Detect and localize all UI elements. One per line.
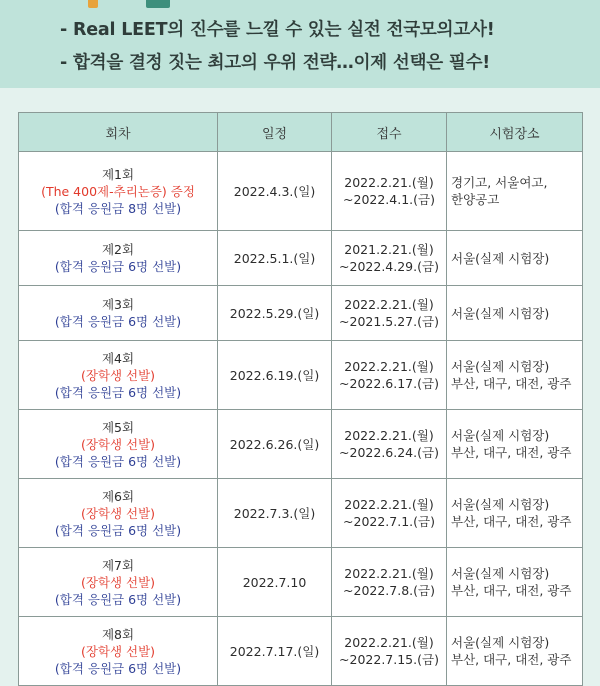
round-cell [19,617,218,686]
round-prize: (합격 응원금 6명 선발) [54,384,182,400]
round-name: 제1회 [101,166,135,182]
registration-cell [332,410,447,479]
registration-start: 2022.2.21.(월) [344,175,434,190]
date-cell: 2022.7.17.(일) [218,617,332,686]
registration-end: ~2022.6.17.(금) [339,376,439,391]
location-cell [447,548,583,617]
location-line-2: 부산, 대구, 대전, 광주 [451,514,572,529]
location-cell [447,479,583,548]
date-cell: 2022.7.10 [218,548,332,617]
date-cell: 2022.6.26.(일) [218,410,332,479]
date-cell: 2022.5.1.(일) [218,231,332,286]
registration-cell [332,286,447,341]
registration-end: ~2022.7.15.(금) [339,652,439,667]
round-name: 제7회 [101,557,135,573]
location-line-1: 서울(실제 시험장) [451,428,550,443]
table-row [19,341,583,410]
registration-cell [332,617,447,686]
round-note: (장학생 선발) [80,574,156,590]
header-date: 일정 [218,113,332,152]
top-decoration [88,0,178,8]
round-prize: (합격 응원금 8명 선발) [54,200,182,216]
registration-start: 2022.2.21.(월) [344,497,434,512]
registration-end: ~2022.7.8.(금) [343,583,435,598]
table-row [19,479,583,548]
registration-start: 2021.2.21.(월) [344,242,434,257]
location-cell [447,617,583,686]
location-line-2: 한양공고 [451,192,500,207]
round-name: 제8회 [101,626,135,642]
banner-line-1: - Real LEET의 진수를 느낄 수 있는 실전 전국모의고사! [60,20,495,40]
round-cell [19,479,218,548]
decoration-tab-orange [88,0,98,8]
header-round: 회차 [19,113,218,152]
table-row [19,231,583,286]
registration-end: ~2021.5.27.(금) [339,314,439,329]
round-name: 제2회 [101,242,135,257]
header-registration: 접수 [332,113,447,152]
location-line-1: 서울(실제 시험장) [451,566,550,581]
schedule-table-wrapper [18,112,582,686]
registration-cell [332,231,447,286]
round-name: 제3회 [101,297,135,312]
location-line-1: 경기고, 서울여고, [451,175,548,190]
registration-start: 2022.2.21.(월) [344,428,434,443]
registration-cell [332,548,447,617]
registration-end: ~2022.4.29.(금) [339,259,439,274]
round-cell [19,286,218,341]
table-row [19,617,583,686]
location-cell [447,286,583,341]
promo-banner [0,0,600,88]
registration-end: ~2022.4.1.(금) [343,192,435,207]
date-cell: 2022.7.3.(일) [218,479,332,548]
registration-start: 2022.2.21.(월) [344,566,434,581]
date-cell: 2022.6.19.(일) [218,341,332,410]
table-row [19,152,583,231]
banner-line-2: - 합격을 결정 짓는 최고의 우위 전략…이제 선택은 필수! [60,53,491,73]
round-prize: (합격 응원금 6명 선발) [54,453,182,469]
table-row [19,548,583,617]
header-location: 시험장소 [447,113,583,152]
location-line-1: 서울(실제 시험장) [451,497,550,512]
location-cell [447,341,583,410]
decoration-tab-green [146,0,170,8]
round-name: 제4회 [101,350,135,366]
location-cell [447,152,583,231]
round-prize: (합격 응원금 6명 선발) [54,660,182,676]
table-row [19,410,583,479]
round-prize: (합격 응원금 6명 선발) [54,522,182,538]
location-line-1: 서울(실제 시험장) [451,305,550,321]
registration-start: 2022.2.21.(월) [344,297,434,312]
round-cell [19,548,218,617]
table-row [19,286,583,341]
round-cell [19,341,218,410]
registration-cell [332,152,447,231]
round-note: (The 400제-추리논증) 증정 [41,183,195,199]
date-cell: 2022.4.3.(일) [218,152,332,231]
location-line-1: 서울(실제 시험장) [451,359,550,374]
round-note: (장학생 선발) [80,436,156,452]
registration-start: 2022.2.21.(월) [344,359,434,374]
location-cell [447,410,583,479]
registration-cell [332,479,447,548]
round-name: 제6회 [101,488,135,504]
registration-end: ~2022.7.1.(금) [343,514,435,529]
round-cell [19,231,218,286]
location-line-2: 부산, 대구, 대전, 광주 [451,445,572,460]
round-cell [19,152,218,231]
location-cell [447,231,583,286]
location-line-2: 부산, 대구, 대전, 광주 [451,583,572,598]
table-header-row [19,113,583,152]
location-line-1: 서울(실제 시험장) [451,635,550,650]
registration-start: 2022.2.21.(월) [344,635,434,650]
date-cell: 2022.5.29.(일) [218,286,332,341]
round-note: (장학생 선발) [80,643,156,659]
round-note: (장학생 선발) [80,505,156,521]
location-line-2: 부산, 대구, 대전, 광주 [451,376,572,391]
round-cell [19,410,218,479]
round-note: (장학생 선발) [80,367,156,383]
round-prize: (합격 응원금 6명 선발) [54,314,182,329]
location-line-2: 부산, 대구, 대전, 광주 [451,652,572,667]
registration-cell [332,341,447,410]
registration-end: ~2022.6.24.(금) [339,445,439,460]
schedule-table [18,112,583,686]
round-prize: (합격 응원금 6명 선발) [54,259,182,274]
round-name: 제5회 [101,419,135,435]
location-line-1: 서울(실제 시험장) [451,250,550,266]
round-prize: (합격 응원금 6명 선발) [54,591,182,607]
